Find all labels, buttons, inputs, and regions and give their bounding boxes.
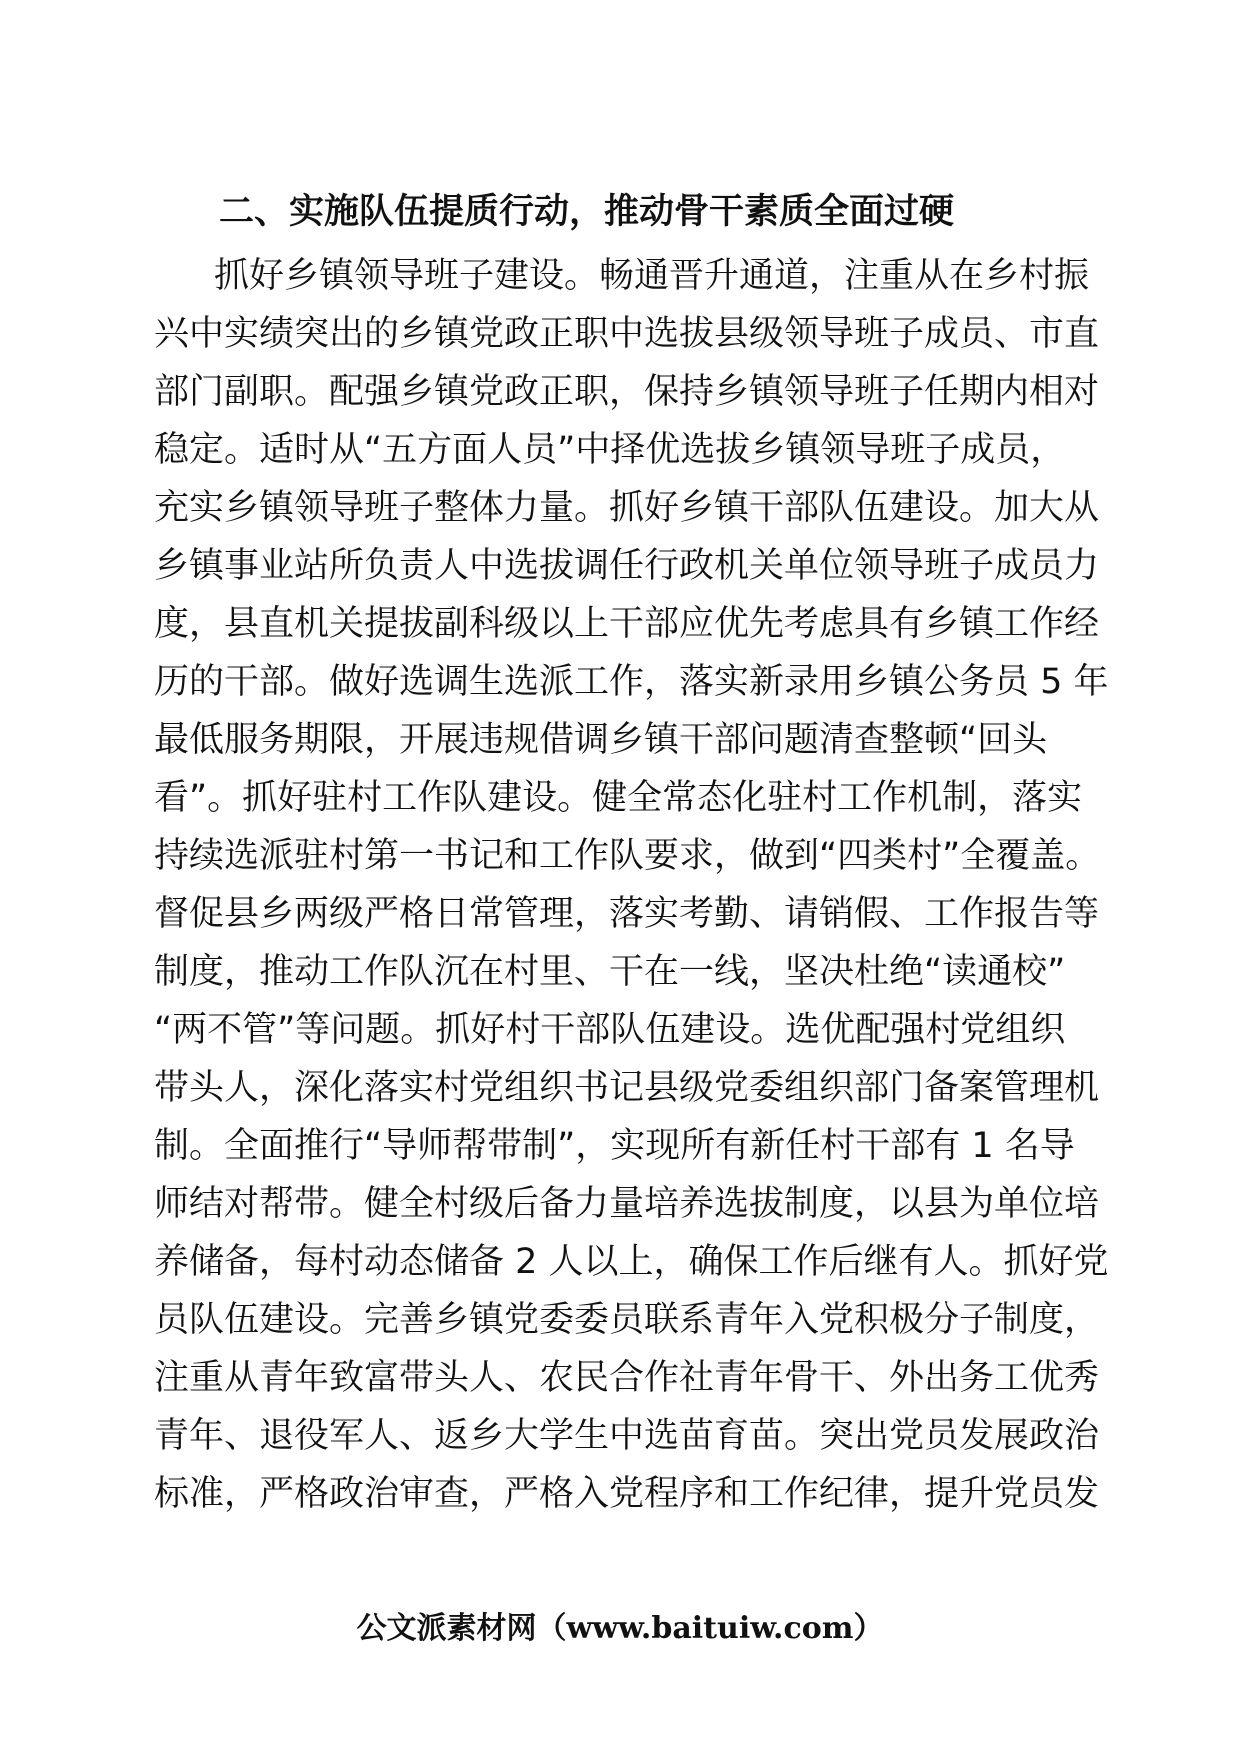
paragraph-line: 带头人，深化落实村党组织书记县级党委组织部门备案管理机 — [154, 1068, 1100, 1108]
paragraph-line: 员队伍建设。完善乡镇党委委员联系青年入党积极分子制度， — [154, 1300, 1100, 1340]
paragraph-line: 制度，推动工作队沉在村里、干在一线，坚决杜绝“读通校” — [154, 952, 1066, 992]
paragraph-line: 兴中实绩突出的乡镇党政正职中选拔县级领导班子成员、市直 — [154, 314, 1100, 354]
paragraph-line: 最低服务期限，开展违规借调乡镇干部问题清查整顿“回头 — [154, 720, 1048, 760]
paragraph-line: 度，县直机关提拔副科级以上干部应优先考虑具有乡镇工作经 — [154, 604, 1100, 644]
paragraph-line: 注重从青年致富带头人、农民合作社青年骨干、外出务工优秀 — [154, 1358, 1100, 1398]
paragraph-line: 标准，严格政治审查，严格入党程序和工作纪律，提升党员发 — [154, 1474, 1100, 1514]
paragraph-line: 充实乡镇领导班子整体力量。抓好乡镇干部队伍建设。加大从 — [154, 488, 1100, 528]
paragraph-line: 师结对帮带。健全村级后备力量培养选拔制度，以县为单位培 — [154, 1184, 1100, 1224]
paragraph-line: 养储备，每村动态储备 2 人以上，确保工作后继有人。抓好党 — [154, 1242, 1109, 1282]
section-heading: 二、实施队伍提质行动，推动骨干素质全面过硬 — [219, 192, 955, 232]
paragraph-line: 看”。抓好驻村工作队建设。健全常态化驻村工作机制，落实 — [154, 778, 1083, 818]
paragraph-line: 抓好乡镇领导班子建设。畅通晋升通道，注重从在乡村振 — [214, 256, 1090, 296]
paragraph-line: 乡镇事业站所负责人中选拔调任行政机关单位领导班子成员力 — [154, 546, 1100, 586]
paragraph-line: 部门副职。配强乡镇党政正职，保持乡镇领导班子任期内相对 — [154, 372, 1100, 412]
paragraph-line: 历的干部。做好选调生选派工作，落实新录用乡镇公务员 5 年 — [154, 662, 1109, 702]
paragraph-line: 持续选派驻村第一书记和工作队要求，做到“四类村”全覆盖。 — [154, 836, 1101, 876]
footer-watermark: 公文派素材网（www.baituiw.com） — [356, 1611, 884, 1646]
paragraph-line: 制。全面推行“导师帮带制”，实现所有新任村干部有 1 名导 — [154, 1126, 1075, 1166]
body-paragraph — [154, 247, 1109, 1523]
paragraph-line: 青年、退役军人、返乡大学生中选苗育苗。突出党员发展政治 — [154, 1416, 1100, 1456]
paragraph-line: “两不管”等问题。抓好村干部队伍建设。选优配强村党组织 — [154, 1010, 1066, 1050]
paragraph-line: 稳定。适时从“五方面人员”中择优选拔乡镇领导班子成员， — [154, 430, 1066, 470]
paragraph-line: 督促县乡两级严格日常管理，落实考勤、请销假、工作报告等 — [154, 894, 1100, 934]
